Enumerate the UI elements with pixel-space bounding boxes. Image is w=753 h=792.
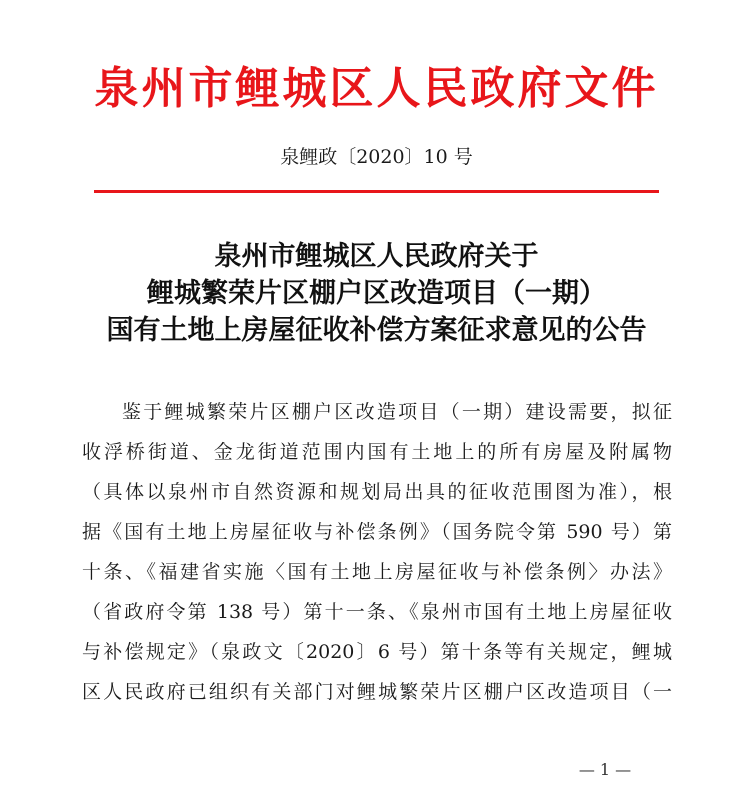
body-line-7: 与补偿规定》（泉政文〔2020〕6 号）第十条等有关规定，鲤城 [82, 641, 672, 663]
document-title [0, 238, 753, 349]
body-line-6: （省政府令第 138 号）第十一条、《泉州市国有土地上房屋征收 [82, 601, 672, 623]
body-line-8: 区人民政府已组织有关部门对鲤城繁荣片区棚户区改造项目（一 [82, 681, 672, 703]
body-paragraph [82, 392, 672, 712]
title-line-1: 泉州市鲤城区人民政府关于 [214, 241, 539, 272]
title-line-2: 鲤城繁荣片区棚户区改造项目（一期） [147, 278, 606, 309]
issuing-authority-title: 泉州市鲤城区人民政府文件 [94, 63, 659, 114]
title-line-3: 国有土地上房屋征收补偿方案征求意见的公告 [106, 315, 647, 346]
body-line-5: 十条、《福建省实施〈国有土地上房屋征收与补偿条例〉办法》 [82, 561, 672, 583]
body-line-2: 收浮桥街道、金龙街道范围内国有土地上的所有房屋及附属物 [82, 441, 672, 463]
red-separator-line [94, 190, 659, 193]
document-number: 泉鲤政〔2020〕10 号 [280, 146, 473, 168]
body-line-3: （具体以泉州市自然资源和规划局出具的征收范围图为准），根 [82, 481, 672, 503]
body-line-1: 鉴于鲤城繁荣片区棚户区改造项目（一期）建设需要，拟征 [122, 401, 672, 423]
body-line-4: 据《国有土地上房屋征收与补偿条例》（国务院令第 590 号）第 [82, 521, 672, 543]
page-number: — 1 — [578, 760, 632, 779]
